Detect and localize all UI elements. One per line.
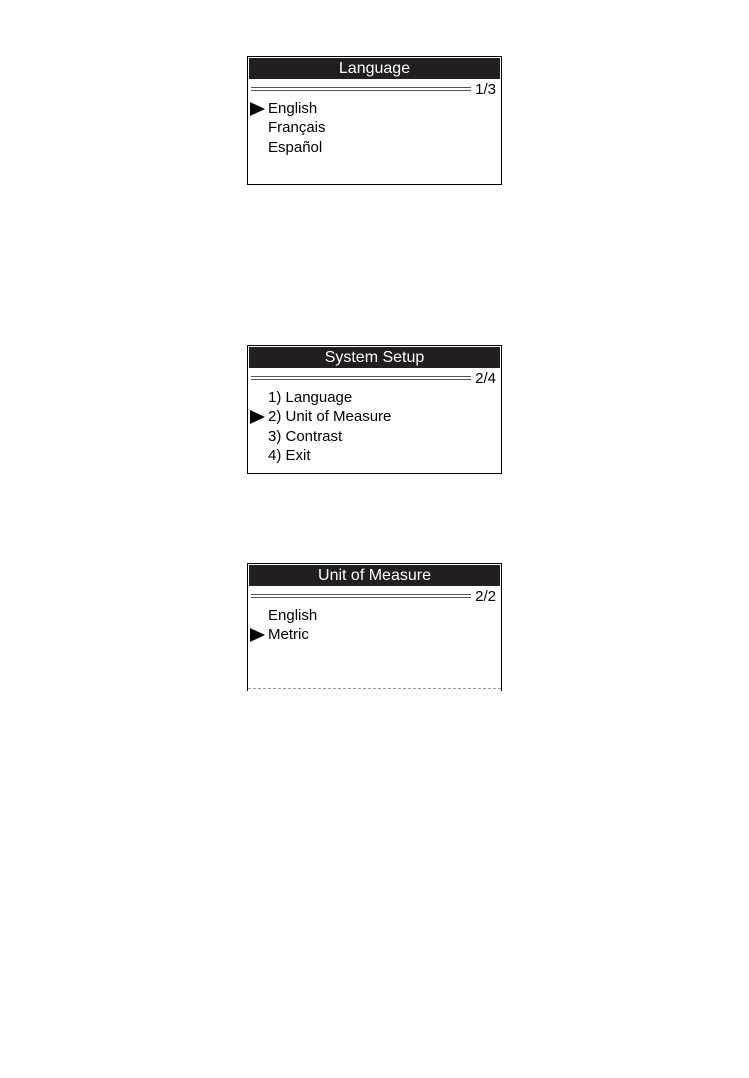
screen-title: Language (249, 58, 500, 79)
unit-of-measure-screen (247, 563, 502, 691)
menu-item-label: 1) Language (268, 389, 353, 406)
menu-item-label: 2) Unit of Measure (268, 408, 392, 426)
screen-title: System Setup (249, 347, 500, 368)
menu-item-label: English (268, 100, 318, 117)
language-menu (248, 99, 326, 157)
menu-item-francais[interactable] (248, 118, 326, 137)
system-setup-screen (247, 345, 502, 474)
page-divider (251, 376, 471, 380)
menu-item-espanol[interactable] (248, 138, 326, 157)
menu-item-language[interactable] (248, 388, 391, 407)
page-divider (251, 594, 471, 598)
screen-title: Unit of Measure (249, 565, 500, 586)
system-setup-menu (248, 388, 391, 466)
page-indicator: 2/2 (475, 588, 496, 605)
screen-bottom-edge (248, 688, 501, 689)
menu-item-metric[interactable] (248, 625, 317, 644)
menu-item-label: Español (268, 138, 323, 156)
menu-item-unit-of-measure[interactable] (248, 407, 391, 426)
page-indicator: 1/3 (475, 81, 496, 98)
selection-cursor-icon (250, 410, 265, 424)
menu-item-label: 3) Contrast (268, 427, 343, 445)
menu-item-label: 4) Exit (268, 447, 311, 465)
menu-item-exit[interactable] (248, 446, 391, 465)
menu-item-english[interactable] (248, 99, 326, 118)
page-indicator: 2/4 (475, 370, 496, 387)
language-screen (247, 56, 502, 185)
menu-item-label: Français (268, 119, 326, 137)
menu-item-label: English (268, 607, 318, 624)
menu-item-label: Metric (268, 626, 309, 644)
page-divider (251, 87, 471, 91)
selection-cursor-icon (250, 628, 265, 642)
selection-cursor-icon (250, 102, 265, 116)
unit-of-measure-menu (248, 606, 317, 645)
menu-item-english[interactable] (248, 606, 317, 625)
menu-item-contrast[interactable] (248, 427, 391, 446)
